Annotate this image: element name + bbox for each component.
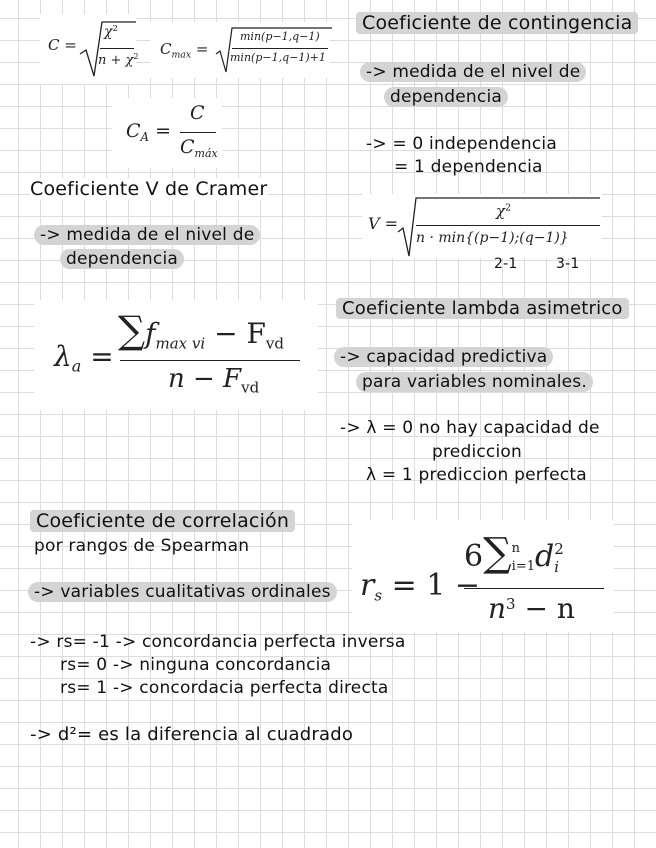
cramer-note-right: 3-1 (556, 256, 580, 272)
lambda-bullet1-line2: para variables nominales. (356, 372, 593, 392)
formula-ca-den: $C_{máx}$ (180, 136, 218, 160)
lambda-bullet2-line3: λ = 1 prediccion perfecta (366, 465, 587, 485)
formula-cmax-den: min(p−1,q−1)+1 (230, 51, 326, 64)
spearman-bullet2-line1: -> rs= -1 -> concordancia perfecta inversa (30, 632, 406, 652)
formula-cmax-num: min(p−1,q−1) (240, 30, 320, 43)
formula-lambda-num: $\sum f_{max vi} - F_{vd}$ (118, 308, 284, 353)
cramer-bullet1-line2: dependencia (60, 249, 184, 269)
lambda-bullet2-line1: -> λ = 0 no hay capacidad de (340, 418, 600, 438)
formula-cmax: $C_{max}$ = min(p−1,q−1) min(p−1,q−1)+1 (150, 22, 330, 78)
formula-cramer-num: $\chi^2$ (496, 202, 512, 220)
formula-c-lhs: C (48, 36, 60, 54)
formula-ca-num: C (190, 102, 205, 124)
formula-cramer: V = $\chi^2$ n · min{(p−1);(q−1)} (362, 194, 602, 258)
cramer-note-left: 2-1 (494, 256, 518, 272)
formula-spearman-num: 6∑ n i=1 d 2 i (464, 530, 564, 576)
contingencia-bullet2-line2: = 1 dependencia (394, 157, 543, 177)
formula-spearman (352, 520, 614, 632)
formula-lambda-lhs-sub: a (71, 356, 82, 376)
formula-spearman-lhs: r (360, 568, 375, 603)
spearman-bullet2-line2: rs= 0 -> ninguna concordancia (60, 655, 332, 675)
spearman-title-line1: Coeficiente de correlación (30, 510, 295, 532)
spearman-bullet1: -> variables cualitativas ordinales (28, 582, 337, 602)
formula-ca-lhs: C (126, 120, 141, 142)
spearman-title-line2: por rangos de Spearman (34, 536, 250, 556)
lambda-bullet1-line1: -> capacidad predictiva (334, 347, 553, 367)
cramer-bullet1-line1: -> medida de el nivel de (34, 225, 260, 245)
formula-lambda: $\lambda_a$ = $\sum f_{max vi} - F_{vd}$ $n - F_{vd}$ (34, 300, 318, 410)
formula-spearman-den: $n^3 - n$ (488, 592, 575, 625)
formula-c: C = $\chi^2$ $n + \chi^2$ (40, 14, 136, 84)
spearman-bullet3: -> d²= es la diferencia al cuadrado (30, 724, 354, 745)
formula-lambda-den: $n - F_{vd}$ (168, 364, 260, 397)
spearman-bullet2-line3: rs= 1 -> concordacia perfecta directa (60, 678, 389, 698)
contingencia-bullet1-line1: -> medida de el nivel de (360, 62, 586, 82)
formula-c-num: $\chi^2$ (104, 24, 119, 41)
contingencia-title: Coeficiente de contingencia (356, 12, 638, 34)
formula-ca: $C_A$ = C $C_{máx}$ (112, 98, 222, 168)
formula-cramer-lhs: V (368, 214, 380, 233)
lambda-bullet2-line2: prediccion (432, 442, 522, 462)
contingencia-bullet1-line2: dependencia (384, 87, 508, 107)
cramer-title: Coeficiente V de Cramer (30, 178, 268, 200)
formula-spearman-one: = 1 − (391, 568, 481, 603)
formula-cmax-lhs-sub: max (171, 49, 192, 61)
contingencia-bullet2-line1: -> = 0 independencia (366, 134, 557, 154)
formula-cmax-lhs: C (160, 40, 172, 58)
formula-cramer-den: n · min{(p−1);(q−1)} (416, 230, 569, 246)
lambda-title: Coeficiente lambda asimetrico (336, 298, 629, 319)
formula-lambda-lhs: λ (54, 340, 72, 373)
formula-c-den: $n + \chi^2$ (98, 52, 139, 68)
formula-ca-lhs-sub: A (140, 130, 150, 145)
formula-spearman-lhs-sub: s (374, 586, 383, 605)
